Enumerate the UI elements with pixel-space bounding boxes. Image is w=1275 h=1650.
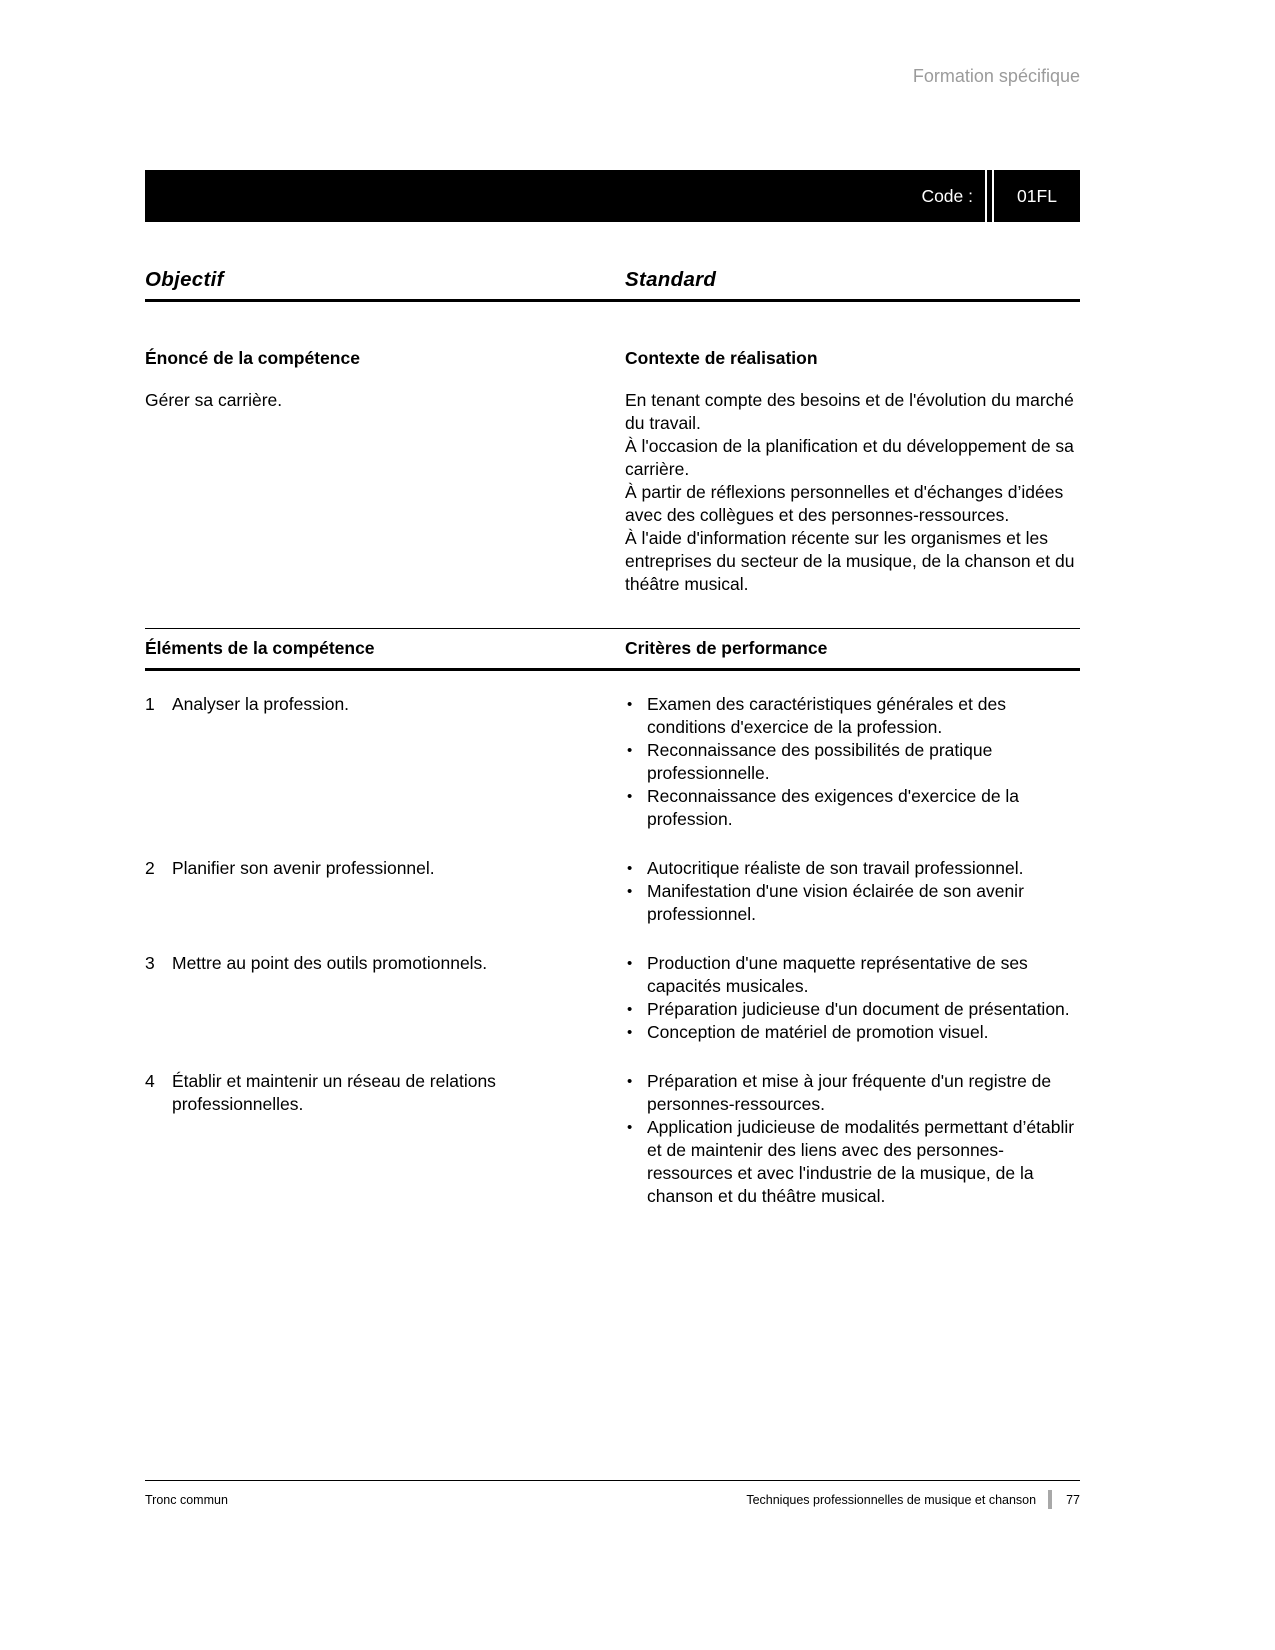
criteria-cell: [625, 857, 1080, 926]
criterion: [625, 857, 1080, 880]
bullet-icon: •: [627, 1001, 633, 1018]
code-banner: [145, 170, 1080, 222]
elements-rows: [145, 693, 1080, 1208]
criterion: [625, 1116, 1080, 1208]
element-cell: [145, 1070, 625, 1208]
element-row-1: [145, 693, 1080, 831]
bullet-icon: •: [627, 742, 633, 759]
criterion: [625, 952, 1080, 998]
elements-heading-cell: [145, 636, 625, 660]
element-cell: [145, 952, 625, 1044]
column-headers: [145, 268, 1080, 302]
element-item: [145, 1070, 587, 1116]
competence-section: [145, 346, 1080, 596]
bullet-icon: •: [627, 788, 633, 805]
element-label: Établir et maintenir un réseau de relations professionnelles.: [172, 1071, 496, 1114]
enonce-statement: Gérer sa carrière.: [145, 390, 283, 410]
criterion-text: Reconnaissance des exigences d'exercice de la profession.: [647, 786, 1020, 829]
element-row-3: [145, 952, 1080, 1044]
elements-header-row: [145, 628, 1080, 671]
enonce-block: [145, 346, 625, 596]
element-item: [145, 857, 587, 880]
criterion-text: Préparation et mise à jour fréquente d'un registre de personnes-ressources.: [647, 1071, 1052, 1114]
page-number: 77: [1066, 1492, 1080, 1507]
objectif-title: Objectif: [145, 268, 224, 291]
element-number: 4: [145, 1071, 155, 1091]
criterion: [625, 998, 1080, 1021]
element-label: Analyser la profession.: [172, 694, 350, 714]
footer-right-group: [746, 1490, 1080, 1509]
criterion-text: Production d'une maquette représentative de ses capacités musicales.: [647, 953, 1028, 996]
criteres-heading: Critères de performance: [625, 638, 828, 658]
footer-divider-icon: [1048, 1490, 1052, 1509]
criterion: [625, 693, 1080, 739]
criteres-heading-cell: [625, 636, 1080, 660]
contexte-paragraph: À l'occasion de la planification et du développement de sa carrière.: [625, 436, 1074, 479]
contexte-paragraphs: [625, 389, 1080, 596]
element-cell: [145, 693, 625, 831]
criterion-text: Préparation judicieuse d'un document de présentation.: [647, 999, 1070, 1019]
elements-heading: Éléments de la compétence: [145, 638, 375, 658]
criteria-cell: [625, 952, 1080, 1044]
element-label: Mettre au point des outils promotionnels.: [172, 953, 488, 973]
criterion-text: Autocritique réaliste de son travail professionnel.: [647, 858, 1024, 878]
bullet-icon: •: [627, 955, 633, 972]
page-footer: [145, 1480, 1080, 1509]
banner-divider-icon: [985, 170, 994, 222]
element-label: Planifier son avenir professionnel.: [172, 858, 435, 878]
criterion-text: Manifestation d'une vision éclairée de son avenir professionnel.: [647, 881, 1024, 924]
criterion: [625, 739, 1080, 785]
objectif-column-header: [145, 268, 625, 292]
enonce-heading: Énoncé de la compétence: [145, 348, 360, 368]
contexte-paragraph: En tenant compte des besoins et de l'évolution du marché du travail.: [625, 390, 1074, 433]
standard-column-header: [625, 268, 1080, 292]
criterion-text: Examen des caractéristiques générales et des conditions d'exercice de la profession.: [647, 694, 1006, 737]
footer-left-label: Tronc commun: [145, 1492, 228, 1507]
criterion: [625, 1021, 1080, 1044]
code-value: 01FL: [1017, 185, 1057, 206]
contexte-block: [625, 346, 1080, 596]
criterion-text: Conception de matériel de promotion visuel.: [647, 1022, 989, 1042]
criterion: [625, 1070, 1080, 1116]
element-number: 1: [145, 694, 155, 714]
element-item: [145, 693, 587, 716]
section-label: Formation spécifique: [912, 66, 1080, 86]
element-item: [145, 952, 587, 975]
contexte-paragraph: À l'aide d'information récente sur les organismes et les entreprises du secteur de la musique, de la chanson et du théâtre musical.: [625, 528, 1075, 594]
bullet-icon: •: [627, 696, 633, 713]
element-number: 3: [145, 953, 155, 973]
element-row-2: [145, 857, 1080, 926]
element-row-4: [145, 1070, 1080, 1208]
bullet-icon: •: [627, 860, 633, 877]
element-cell: [145, 857, 625, 926]
criterion-text: Application judicieuse de modalités permettant d’établir et de maintenir des liens avec des personnes-ressources et avec l'industrie de la musique, de la chanson et du théâtre musical.: [647, 1117, 1075, 1206]
criteria-cell: [625, 1070, 1080, 1208]
bullet-icon: •: [627, 1073, 633, 1090]
contexte-paragraph: À partir de réflexions personnelles et d'échanges d’idées avec des collègues et des personnes-ressources.: [625, 482, 1064, 525]
bullet-icon: •: [627, 1024, 633, 1041]
code-label: Code :: [921, 185, 973, 206]
criterion: [625, 880, 1080, 926]
footer-document-title: Techniques professionnelles de musique et chanson: [746, 1492, 1037, 1507]
element-number: 2: [145, 858, 155, 878]
bullet-icon: •: [627, 883, 633, 900]
criterion: [625, 785, 1080, 831]
criterion-text: Reconnaissance des possibilités de pratique professionnelle.: [647, 740, 993, 783]
standard-title: Standard: [625, 268, 717, 291]
criteria-cell: [625, 693, 1080, 831]
bullet-icon: •: [627, 1119, 633, 1136]
contexte-heading: Contexte de réalisation: [625, 348, 818, 368]
